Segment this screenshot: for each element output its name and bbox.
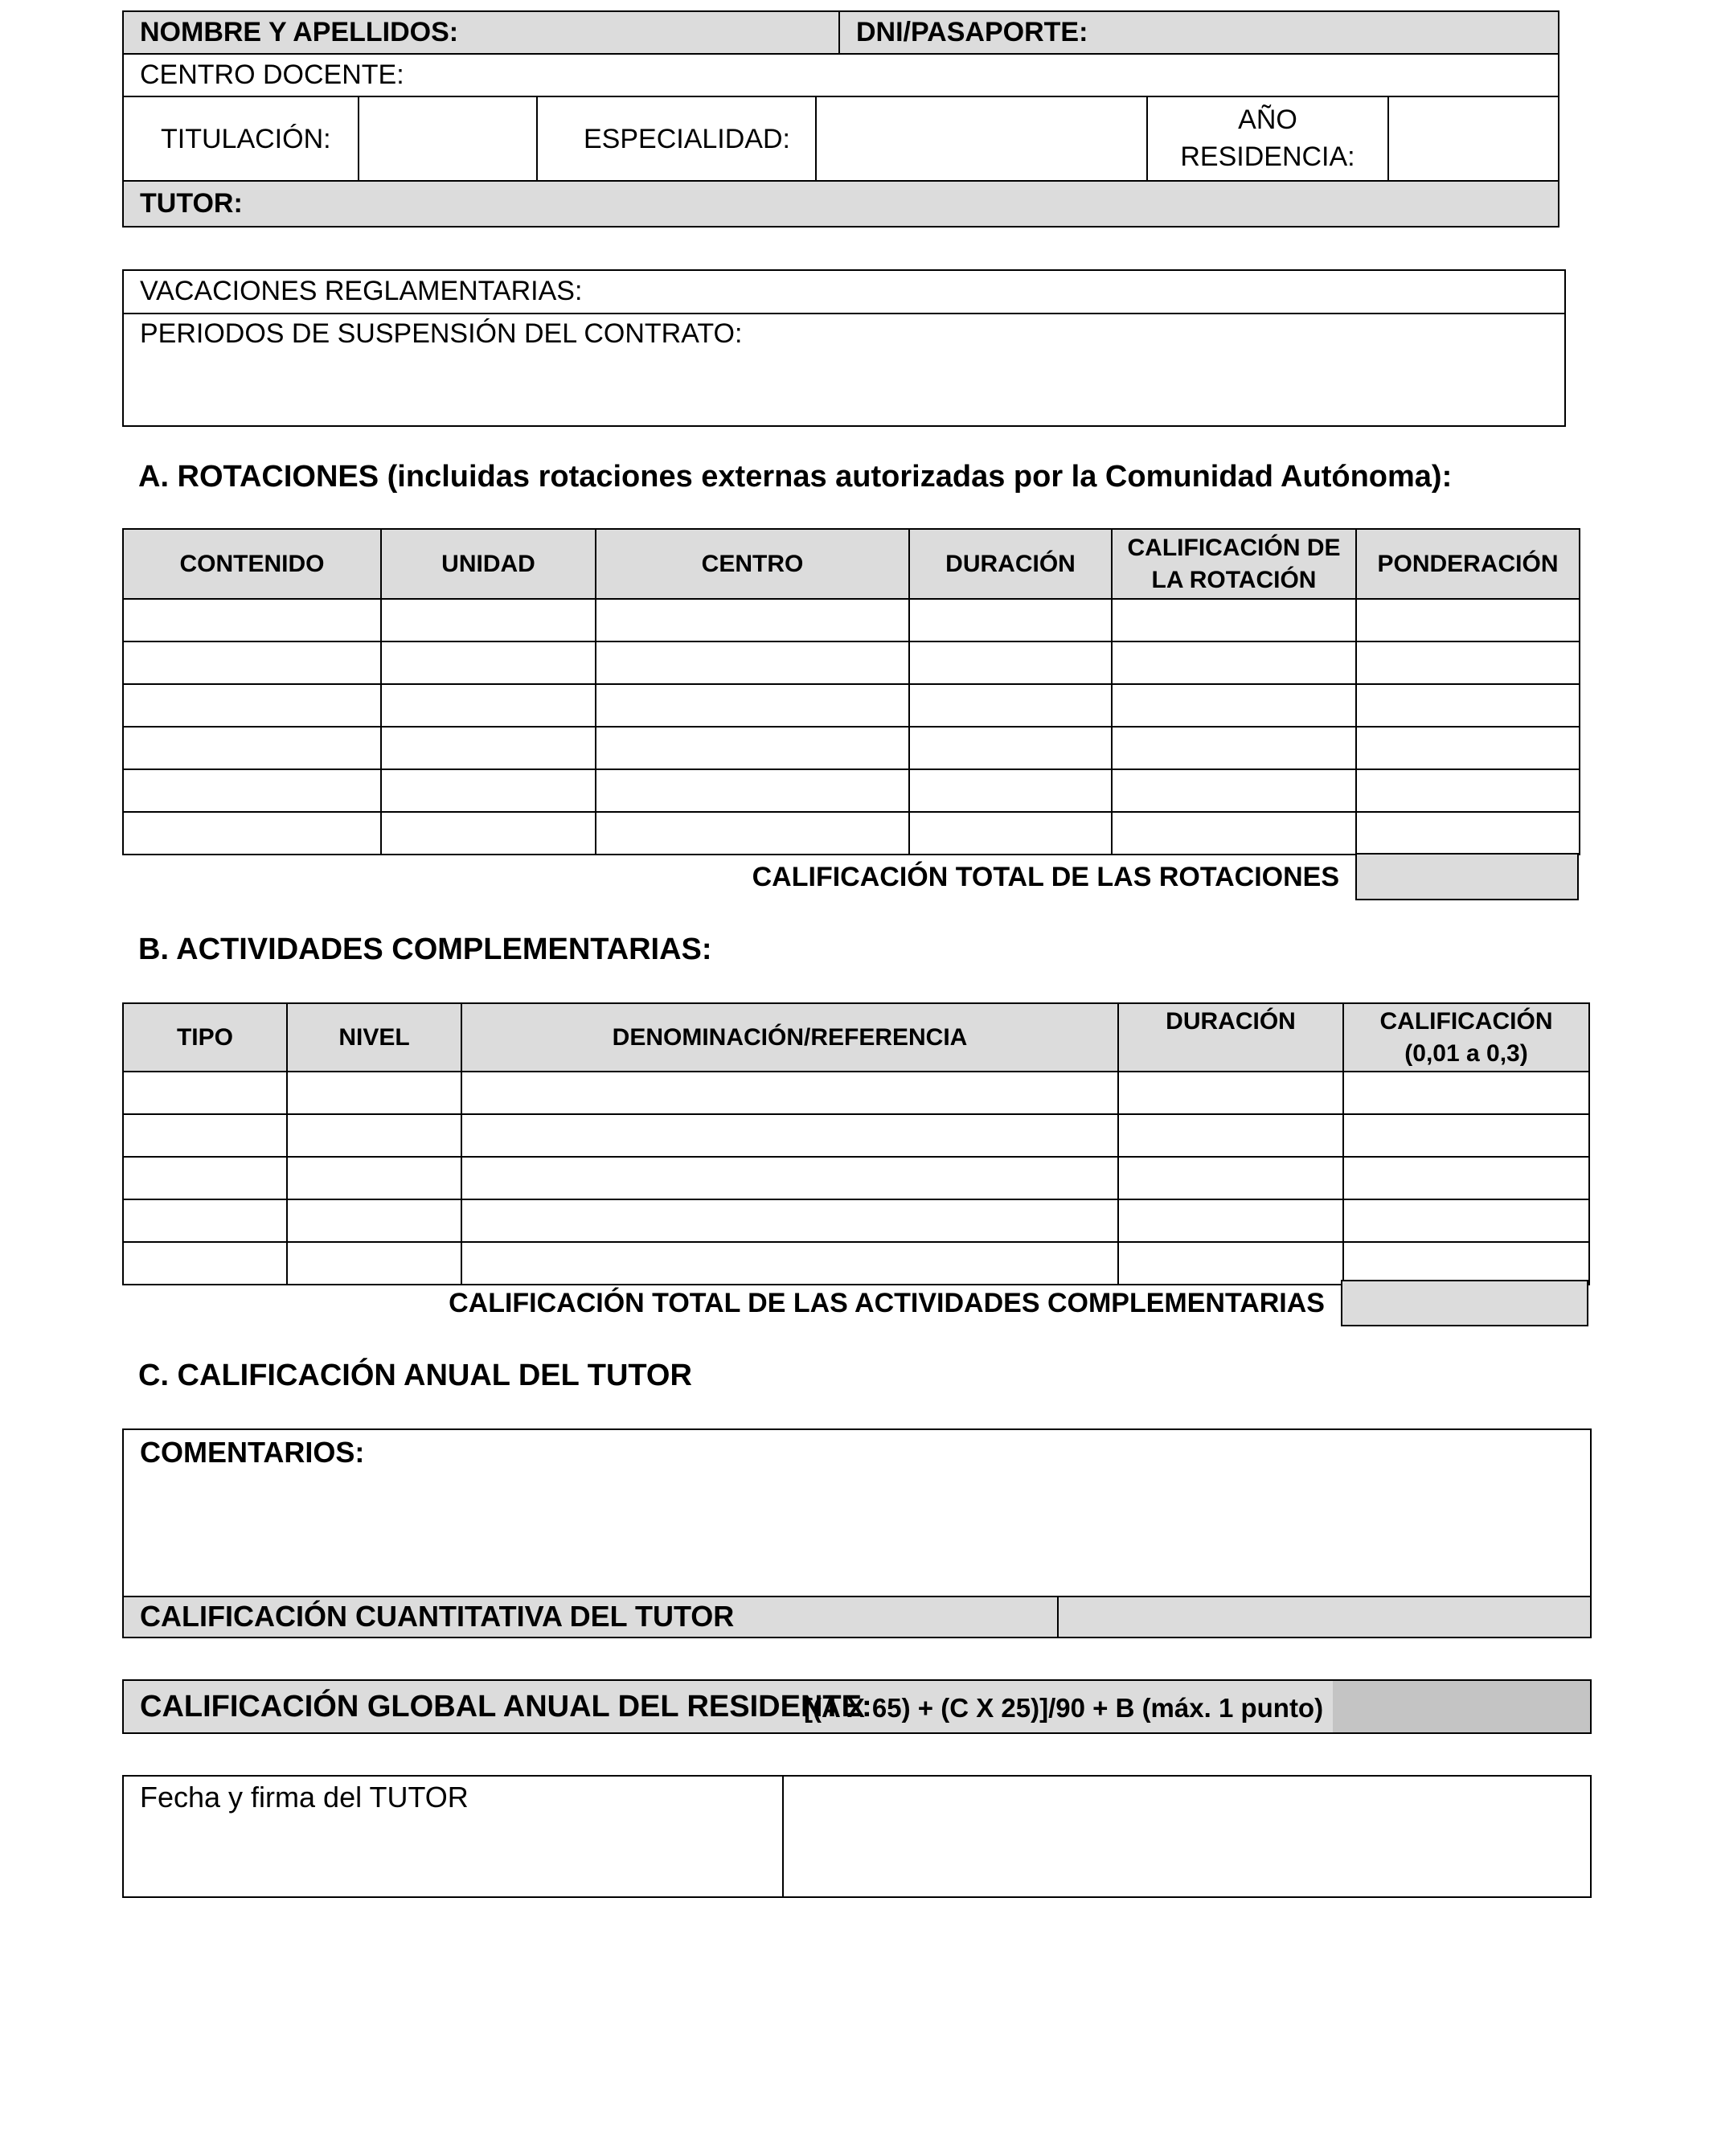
- cell[interactable]: [1118, 1114, 1343, 1157]
- cell[interactable]: [1118, 1157, 1343, 1199]
- especialidad-label-cell: [536, 96, 817, 182]
- table-row: [123, 1157, 1589, 1199]
- cell[interactable]: [1112, 641, 1356, 684]
- cell[interactable]: [596, 599, 909, 641]
- col-calificacion-line2: LA ROTACIÓN: [1151, 566, 1317, 593]
- col-calificacion-rotacion: [1112, 529, 1356, 599]
- cell[interactable]: [909, 727, 1112, 769]
- cell[interactable]: [1112, 727, 1356, 769]
- cell[interactable]: [1343, 1072, 1589, 1114]
- anio-residencia-value[interactable]: [1387, 96, 1559, 182]
- centro-docente-label: CENTRO DOCENTE:: [140, 59, 404, 90]
- cell[interactable]: [381, 641, 596, 684]
- cell[interactable]: [287, 1114, 461, 1157]
- rotaciones-total-value[interactable]: [1355, 853, 1579, 900]
- actividades-table: [122, 1002, 1590, 1285]
- cell[interactable]: [1356, 684, 1580, 727]
- especialidad-label: ESPECIALIDAD:: [584, 124, 790, 154]
- table-row: [123, 1072, 1589, 1114]
- cell[interactable]: [1118, 1199, 1343, 1242]
- dni-label: DNI/PASAPORTE:: [856, 17, 1088, 47]
- cell[interactable]: [1356, 769, 1580, 812]
- global-label: CALIFICACIÓN GLOBAL ANUAL DEL RESIDENTE:: [140, 1690, 872, 1724]
- cell[interactable]: [123, 1199, 287, 1242]
- col-nivel: NIVEL: [287, 1003, 461, 1072]
- cell[interactable]: [1112, 599, 1356, 641]
- cell[interactable]: [1343, 1114, 1589, 1157]
- cell[interactable]: [123, 599, 381, 641]
- cell[interactable]: [596, 684, 909, 727]
- cell[interactable]: [461, 1157, 1118, 1199]
- cell[interactable]: [461, 1114, 1118, 1157]
- cell[interactable]: [1343, 1242, 1589, 1285]
- cell[interactable]: [381, 599, 596, 641]
- col-centro: CENTRO: [596, 529, 909, 599]
- table-row: [123, 1199, 1589, 1242]
- cuantitativa-label: CALIFICACIÓN CUANTITATIVA DEL TUTOR: [140, 1600, 735, 1633]
- table-row: [123, 727, 1580, 769]
- cell[interactable]: [123, 1114, 287, 1157]
- cell[interactable]: [909, 769, 1112, 812]
- rotaciones-table: [122, 528, 1580, 855]
- cell[interactable]: [1356, 641, 1580, 684]
- section-a-title: A. ROTACIONES (incluidas rotaciones externas autorizadas por la Comunidad Autónoma):: [138, 460, 1453, 494]
- residencia-label: RESIDENCIA:: [1180, 141, 1355, 172]
- table-row: [123, 1242, 1589, 1285]
- col-calificacion-b-line2: (0,01 a 0,3): [1404, 1039, 1528, 1067]
- vacaciones-label: VACACIONES REGLAMENTARIAS:: [140, 276, 583, 306]
- section-c-title: C. CALIFICACIÓN ANUAL DEL TUTOR: [138, 1359, 692, 1392]
- firma-field[interactable]: [782, 1775, 1592, 1898]
- cell[interactable]: [123, 684, 381, 727]
- cell[interactable]: [123, 812, 381, 855]
- cell[interactable]: [1118, 1072, 1343, 1114]
- col-denominacion: DENOMINACIÓN/REFERENCIA: [461, 1003, 1118, 1072]
- cell[interactable]: [381, 684, 596, 727]
- col-ponderacion: PONDERACIÓN: [1356, 529, 1580, 599]
- cell[interactable]: [123, 1072, 287, 1114]
- anio-residencia-label-cell: [1146, 96, 1389, 182]
- cell[interactable]: [596, 769, 909, 812]
- cell[interactable]: [596, 641, 909, 684]
- calificacion-global: [122, 1679, 1592, 1734]
- rotaciones-total-label: CALIFICACIÓN TOTAL DE LAS ROTACIONES: [752, 862, 1339, 892]
- col-duracion-b: [1118, 1003, 1343, 1072]
- firma-label: Fecha y firma del TUTOR: [140, 1781, 469, 1814]
- table-row: [123, 769, 1580, 812]
- col-duracion-b-label: DURACIÓN: [1166, 1008, 1296, 1035]
- cuantitativa-value[interactable]: [1057, 1596, 1592, 1638]
- table-row: [123, 641, 1580, 684]
- col-contenido: CONTENIDO: [123, 529, 381, 599]
- cell[interactable]: [287, 1072, 461, 1114]
- cell[interactable]: [461, 1242, 1118, 1285]
- cell[interactable]: [1343, 1157, 1589, 1199]
- cell[interactable]: [1112, 812, 1356, 855]
- centro-docente-field[interactable]: [122, 53, 1559, 97]
- cell[interactable]: [287, 1157, 461, 1199]
- titulacion-value[interactable]: [358, 96, 538, 182]
- cell[interactable]: [123, 641, 381, 684]
- cell[interactable]: [123, 727, 381, 769]
- cell[interactable]: [381, 727, 596, 769]
- table-row: [123, 684, 1580, 727]
- suspension-field[interactable]: [122, 313, 1566, 427]
- cell[interactable]: [123, 1242, 287, 1285]
- cuantitativa-label-cell: [122, 1596, 1059, 1638]
- vacaciones-field[interactable]: [122, 269, 1566, 314]
- actividades-total-value[interactable]: [1341, 1280, 1588, 1326]
- cell[interactable]: [909, 599, 1112, 641]
- cell[interactable]: [381, 812, 596, 855]
- cell[interactable]: [123, 769, 381, 812]
- cell[interactable]: [381, 769, 596, 812]
- nombre-label: NOMBRE Y APELLIDOS:: [140, 17, 459, 47]
- comentarios-label: COMENTARIOS:: [140, 1436, 365, 1469]
- col-unidad: UNIDAD: [381, 529, 596, 599]
- col-calificacion-line1: CALIFICACIÓN DE: [1127, 534, 1341, 561]
- dni-field[interactable]: [838, 10, 1559, 55]
- cell[interactable]: [1343, 1199, 1589, 1242]
- nombre-field[interactable]: [122, 10, 840, 55]
- cell[interactable]: [287, 1242, 461, 1285]
- col-tipo: TIPO: [123, 1003, 287, 1072]
- anio-label: AÑO: [1238, 105, 1297, 135]
- table-row: [123, 812, 1580, 855]
- cell[interactable]: [909, 812, 1112, 855]
- cell[interactable]: [1356, 727, 1580, 769]
- cell[interactable]: [287, 1199, 461, 1242]
- global-formula: [(A X 65) + (C X 25)]/90 + B (máx. 1 punto): [804, 1693, 1324, 1723]
- cell[interactable]: [596, 812, 909, 855]
- tutor-label: TUTOR:: [140, 188, 243, 219]
- comentarios-field[interactable]: [122, 1428, 1592, 1597]
- actividades-total-label: CALIFICACIÓN TOTAL DE LAS ACTIVIDADES COMPLEMENTARIAS: [449, 1288, 1325, 1318]
- table-row: [123, 1114, 1589, 1157]
- suspension-label: PERIODOS DE SUSPENSIÓN DEL CONTRATO:: [140, 318, 743, 349]
- cell[interactable]: [1356, 599, 1580, 641]
- table-row: [123, 599, 1580, 641]
- cell[interactable]: [461, 1199, 1118, 1242]
- col-calificacion-b: [1343, 1003, 1589, 1072]
- cell[interactable]: [909, 684, 1112, 727]
- tutor-field[interactable]: [122, 180, 1559, 227]
- titulacion-label-cell: [122, 96, 359, 182]
- titulacion-label: TITULACIÓN:: [161, 124, 331, 154]
- cell[interactable]: [1118, 1242, 1343, 1285]
- cell[interactable]: [1112, 769, 1356, 812]
- cell[interactable]: [1112, 684, 1356, 727]
- cell[interactable]: [461, 1072, 1118, 1114]
- col-calificacion-b-line1: CALIFICACIÓN: [1379, 1007, 1553, 1035]
- cell[interactable]: [123, 1157, 287, 1199]
- firma-label-cell: [122, 1775, 784, 1898]
- col-duracion: DURACIÓN: [909, 529, 1112, 599]
- cell[interactable]: [909, 641, 1112, 684]
- cell[interactable]: [1356, 812, 1580, 855]
- especialidad-value[interactable]: [815, 96, 1148, 182]
- section-b-title: B. ACTIVIDADES COMPLEMENTARIAS:: [138, 932, 712, 966]
- cell[interactable]: [596, 727, 909, 769]
